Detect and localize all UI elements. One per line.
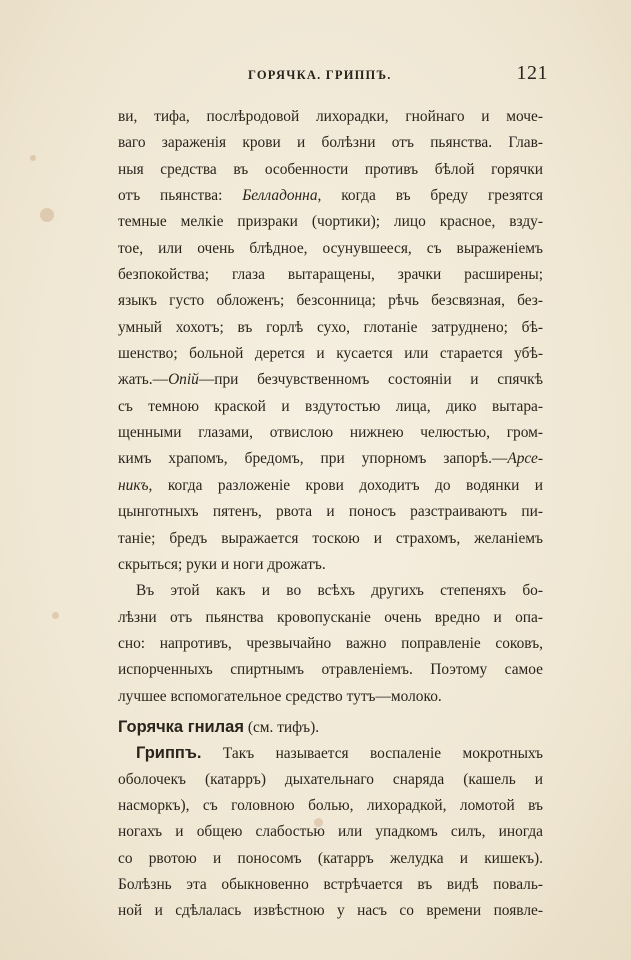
text-line: ной и сдѣлалась извѣстною у насъ со времени появле- [118, 902, 543, 920]
page-number: 121 [516, 62, 548, 84]
remedy-name: Арсе- [507, 450, 543, 468]
text-line: языкъ густо обложенъ; безсонница; рѣчь безсвязная, без- [118, 292, 543, 310]
text-line: ногахъ и общею слабостью или упадкомъ силъ, иногда [118, 823, 543, 841]
text-line: цынготныхъ пятенъ, рвота и поносъ разстраиваютъ пи- [118, 503, 543, 521]
text-line: лѣзни отъ пьянства кровопусканіе очень вредно и опа- [118, 608, 543, 626]
text-line: отъ пьянства: Белладонна, когда въ бреду грезятся [118, 187, 543, 205]
text-line: Болѣзнь эта обыкновенно встрѣчается въ видѣ поваль- [118, 875, 543, 893]
body-text [118, 104, 543, 925]
text-line: щенными глазами, отвислою нижнею челюстью, гром- [118, 424, 543, 442]
stain-spot [52, 612, 59, 619]
running-head: ГОРЯЧКА. ГРИППЪ. [248, 68, 392, 82]
text-line: никъ, когда разложеніе крови доходитъ до водянки и [118, 476, 543, 494]
text-line: безпокойства; глаза вытаращены, зрачки расширены; [118, 266, 543, 284]
entry-term: Гриппъ. [136, 744, 202, 763]
text-line: насморкъ), съ головною болью, лихорадкой, ломотой въ [118, 796, 543, 814]
text-line: съ темною краской и вздутостью лица, дико вытара- [118, 397, 543, 415]
text-line: Въ этой какъ и во всѣхъ другихъ степеняхъ бо- [136, 582, 543, 600]
text-line: шенство; больной дерется и кусается или старается убѣ- [118, 345, 543, 363]
text-line: сно: напротивъ, чрезвычайно важно поправленіе соковъ, [118, 634, 543, 652]
text-line: умный хохотъ; въ горлѣ сухо, глотаніе затруднено; бѣ- [118, 318, 543, 336]
stain-spot [30, 155, 36, 161]
text-line: лучшее вспомогательное средство тутъ—молоко. [118, 687, 442, 705]
text-line: оболочекъ (катарръ) дыхательнаго снаряда (кашель и [118, 770, 543, 788]
remedy-name: никъ [118, 476, 149, 494]
text-line: ви, тифа, послѣродовой лихорадки, гнойнаго и моче- [118, 108, 543, 125]
remedy-name: Белладонна [242, 187, 318, 205]
text-line: темные мелкіе призраки (чортики); лицо красное, взду- [118, 213, 543, 231]
page-header [118, 62, 550, 92]
entry-term: Горячка гнилая [118, 717, 244, 736]
text-line: ваго зараженія крови и болѣзни отъ пьянства. Глав- [118, 134, 543, 152]
entry-heading-line: Горячка гнилая (см. тифъ). [118, 717, 320, 736]
text-line: со рвотою и поносомъ (катарръ желудка и кишекъ). [118, 849, 543, 867]
text-line: испорченныхъ спиртнымъ отравленіемъ. Поэтому самое [118, 661, 543, 679]
stain-spot [40, 208, 54, 222]
text-line: Гриппъ. Такъ называется воспаленіе мокротныхъ [136, 744, 543, 763]
text-line: тое, или очень блѣдное, осунувшееся, съ выраженіемъ [118, 239, 543, 257]
text-line: жать.—Опій—при безчувственномъ состояніи и спячкѣ [118, 371, 543, 389]
text-line: таніе; бредъ выражается тоскою и страхомъ, желаніемъ [118, 529, 543, 547]
text-line: ныя средства въ особенности противъ бѣлой горячки [118, 160, 543, 178]
text-line: кимъ храпомъ, бредомъ, при упорномъ запорѣ.—Арсе- [118, 450, 543, 468]
remedy-name: Опій [168, 371, 199, 389]
text-line: скрыться; руки и ноги дрожатъ. [118, 555, 326, 573]
